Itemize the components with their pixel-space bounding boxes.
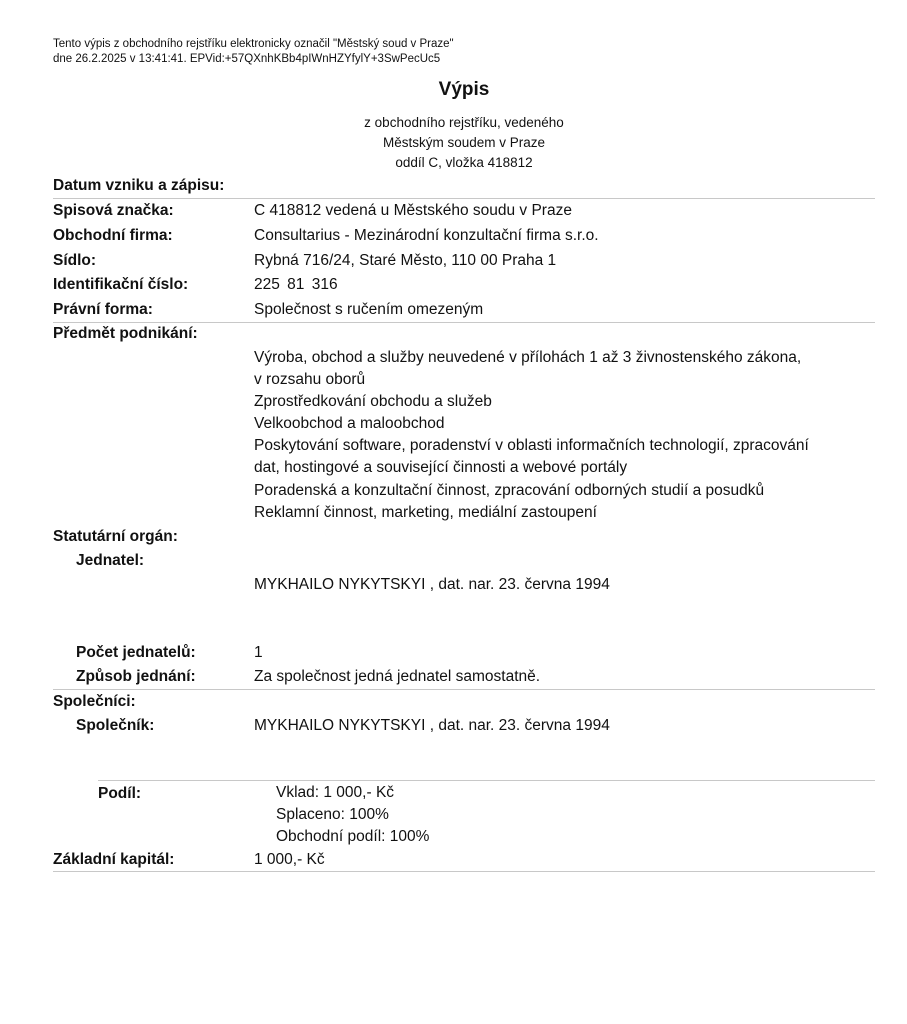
predmet-line: Výroba, obchod a služby neuvedené v přílohách 1 až 3 živnostenského zákona, [254,349,802,366]
predmet-line: Poradenská a konzultační činnost, zpracování odborných studií a posudků [254,482,765,499]
label-pocet-jednatelu: Počet jednatelů: [76,644,196,661]
signature-note-line-1: Tento výpis z obchodního rejstříku elektronicky označil "Městský soud v Praze" [53,38,454,50]
value-splaceno: Splaceno: 100% [276,806,389,823]
label-zakladni-kapital: Základní kapitál: [53,851,175,868]
value-zakladni-kapital: 1 000,- Kč [254,851,325,868]
value-spolecnik: MYKHAILO NYKYTSKYI , dat. nar. 23. června 1994 [254,717,610,734]
label-identifikacni-cislo: Identifikační číslo: [53,276,189,293]
predmet-line: Poskytování software, poradenství v oblasti informačních technologií, zpracování [254,437,809,454]
predmet-line: Velkoobchod a maloobchod [254,415,445,432]
label-spolecnici: Společníci: [53,693,136,710]
value-spisova-znacka: C 418812 vedená u Městského soudu v Praze [254,202,572,219]
value-identifikacni-cislo: 225 81 316 [254,276,338,293]
value-pocet-jednatelu: 1 [254,644,263,661]
label-pravni-forma: Právní forma: [53,301,153,318]
label-spolecnik: Společník: [76,717,155,734]
predmet-line: Zprostředkování obchodu a služeb [254,393,492,410]
predmet-line: Reklamní činnost, marketing, mediální zastoupení [254,504,597,521]
label-podil: Podíl: [98,785,142,802]
label-zpusob-jednani: Způsob jednání: [76,668,196,685]
predmet-line: v rozsahu oborů [254,371,366,388]
divider [53,322,875,323]
page-title: Výpis [438,79,490,100]
subtitle-line-1: z obchodního rejstříku, vedeného [364,115,564,130]
label-jednatel: Jednatel: [76,552,145,569]
value-zpusob-jednani: Za společnost jedná jednatel samostatně. [254,668,541,685]
divider [53,689,875,690]
subtitle-line-3: oddíl C, vložka 418812 [395,155,533,170]
label-spisova-znacka: Spisová značka: [53,202,174,219]
label-obchodni-firma: Obchodní firma: [53,227,173,244]
label-datum-vzniku: Datum vzniku a zápisu: [53,177,225,194]
value-vklad: Vklad: 1 000,- Kč [276,784,395,801]
divider [53,871,875,872]
value-pravni-forma: Společnost s ručením omezeným [254,301,484,318]
divider [53,198,875,199]
label-sidlo: Sídlo: [53,252,97,269]
value-obchodni-podil: Obchodní podíl: 100% [276,828,430,845]
label-predmet-podnikani: Předmět podnikání: [53,325,198,342]
value-jednatel: MYKHAILO NYKYTSKYI , dat. nar. 23. června 1994 [254,576,610,593]
divider [98,780,875,781]
value-sidlo: Rybná 716/24, Staré Město, 110 00 Praha 1 [254,252,557,269]
predmet-line: dat, hostingové a související činnosti a webové portály [254,459,628,476]
value-obchodni-firma: Consultarius - Mezinárodní konzultační firma s.r.o. [254,227,599,244]
label-statutarni-organ: Statutární orgán: [53,528,178,545]
signature-note-line-2: dne 26.2.2025 v 13:41:41. EPVid:+57QXnhKBb4pIWnHZYfylY+3SwPecUc5 [53,53,441,65]
subtitle-line-2: Městským soudem v Praze [382,135,546,150]
